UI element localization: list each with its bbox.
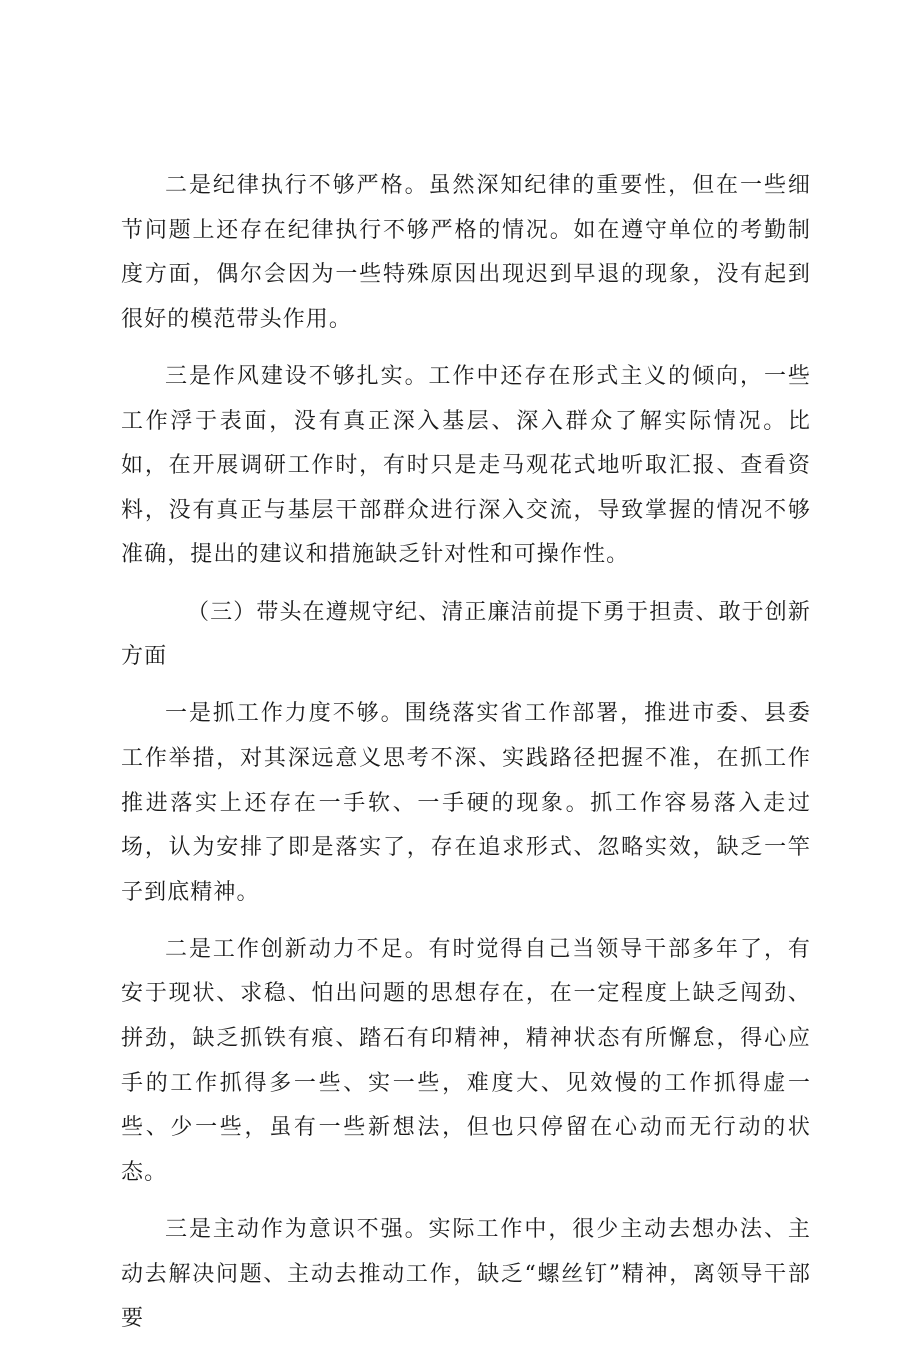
paragraph-work-intensity: 一是抓工作力度不够。围绕落实省工作部署，推进市委、县委工作举措，对其深远意义思考不深、实践路径把握不准，在抓工作推进落实上还存在一手软、一手硬的现象。抓工作容易落入走过场，认为安排了即是落实了，存在追求形式、忽略实效，缺乏一竿子到底精神。 [121,701,811,905]
section-heading-3: （三）带头在遵规守纪、清正廉洁前提下勇于担责、敢于创新方面 [121,599,811,670]
paragraph-innovation: 二是工作创新动力不足。有时觉得自己当领导干部多年了，有安于现状、求稳、怕出问题的思想存在，在一定程度上缺乏闯劲、拼劲，缺乏抓铁有痕、踏石有印精神，精神状态有所懈怠，得心应手的工作抓得多一些、实一些，难度大、见效慢的工作抓得虚一些、少一些，虽有一些新想法，但也只停留在心动而无行动的状态。 [121,936,811,1185]
paragraph-discipline: 二是纪律执行不够严格。虽然深知纪律的重要性，但在一些细节问题上还存在纪律执行不够严格的情况。如在遵守单位的考勤制度方面，偶尔会因为一些特殊原因出现迟到早退的现象，没有起到很好的模范带头作用。 [121,173,811,332]
paragraph-work-style: 三是作风建设不够扎实。工作中还存在形式主义的倾向，一些工作浮于表面，没有真正深入基层、深入群众了解实际情况。比如，在开展调研工作时，有时只是走马观花式地听取汇报、查看资料，没有真正与基层干部群众进行深入交流，导致掌握的情况不够准确，提出的建议和措施缺乏针对性和可操作性。 [121,363,811,568]
document-body [121,164,811,1354]
paragraph-initiative: 三是主动作为意识不强。实际工作中，很少主动去想办法、主动去解决问题、主动去推动工作，缺乏“螺丝钉”精神，离领导干部要 [121,1217,811,1332]
